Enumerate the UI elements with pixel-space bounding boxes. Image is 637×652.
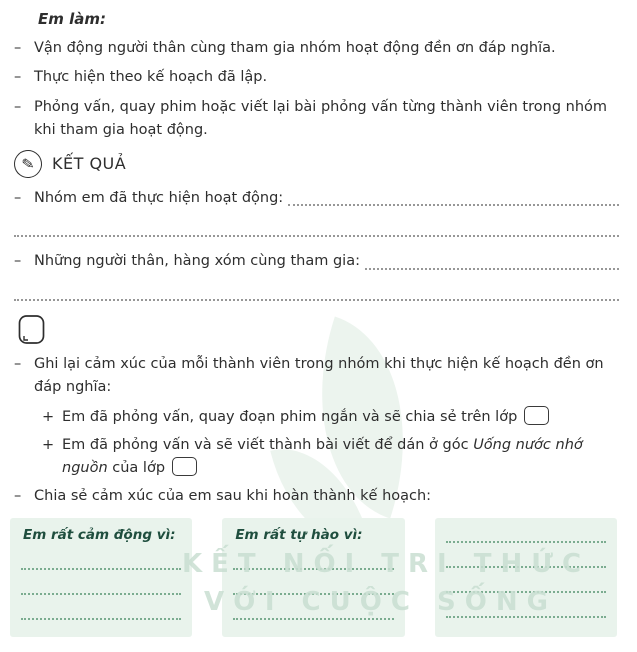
answer-line[interactable]: [14, 210, 619, 237]
task-text: Phỏng vấn, quay phim hoặc viết lại bài phỏng vấn từng thành viên trong nhóm khi tham gia hoạt động.: [34, 98, 608, 139]
option-item-2: [42, 434, 619, 480]
plus-bullet: +: [42, 408, 55, 425]
answer-line[interactable]: [446, 568, 606, 593]
answer-line[interactable]: [446, 543, 606, 568]
option-suffix: của lớp: [107, 460, 166, 477]
checkbox[interactable]: [524, 406, 549, 425]
feeling-box-1: [10, 518, 192, 637]
feeling-box-2: [222, 518, 404, 637]
notes-intro: Ghi lại cảm xúc của mỗi thành viên trong nhóm khi thực hiện kế hoạch đền ơn đáp nghĩa:: [34, 355, 604, 396]
dash-bullet: –: [14, 488, 22, 505]
option-italic: Uống nước nhớ nguồn: [62, 437, 583, 477]
notes-intro-item: [14, 353, 619, 400]
share-prompt: Chia sẻ cảm xúc của em sau khi hoàn thành kế hoạch:: [34, 488, 432, 505]
pencil-icon: ✎: [12, 148, 44, 180]
ketqua-heading: KẾT QUẢ: [52, 154, 127, 174]
result-field-1: [14, 187, 619, 210]
answer-line[interactable]: [233, 570, 393, 595]
feeling-box-title: Em rất tự hào vì:: [235, 526, 363, 543]
dash-bullet: –: [14, 253, 22, 270]
share-prompt-item: [14, 485, 619, 508]
field-label: Nhóm em đã thực hiện hoạt động:: [34, 189, 284, 206]
answer-line[interactable]: [21, 570, 181, 595]
option-text: [62, 406, 619, 429]
note-icon-row: [18, 314, 619, 346]
answer-line[interactable]: [288, 187, 619, 206]
dash-bullet: –: [14, 40, 22, 56]
section-title-em-lam: Em làm:: [38, 10, 106, 28]
dash-bullet: –: [14, 69, 22, 86]
option-prefix: Em đã phỏng vấn, quay đoạn phim ngắn và sẽ chia sẻ trên lớp: [62, 408, 518, 425]
answer-line[interactable]: [21, 545, 181, 570]
dash-bullet: –: [14, 355, 22, 372]
option-prefix: Em đã phỏng vấn và sẽ viết thành bài viết để dán ở góc: [62, 437, 474, 454]
task-item-1: [14, 37, 619, 60]
plus-bullet: +: [42, 437, 55, 454]
feeling-box-3: [435, 518, 617, 637]
dash-bullet: –: [14, 98, 22, 115]
feeling-box-title: Em rất cảm động vì:: [23, 526, 176, 543]
ketqua-header: [14, 150, 619, 178]
answer-line[interactable]: [446, 526, 606, 543]
answer-line[interactable]: [14, 274, 619, 301]
answer-line[interactable]: [233, 595, 393, 620]
answer-line[interactable]: [446, 593, 606, 618]
task-item-2: [14, 66, 619, 89]
task-text: Thực hiện theo kế hoạch đã lập.: [34, 69, 268, 86]
option-text: [62, 434, 619, 480]
feeling-boxes: [10, 518, 617, 637]
field-label: Những người thân, hàng xóm cùng tham gia:: [34, 253, 360, 270]
dash-bullet: –: [14, 189, 22, 206]
option-item-1: [42, 406, 619, 429]
answer-line[interactable]: [233, 545, 393, 570]
note-icon: [18, 314, 45, 345]
watermark-text: VỚI CUỘC SỐNG: [204, 587, 557, 617]
result-field-2: [14, 250, 619, 273]
checkbox[interactable]: [172, 457, 197, 476]
watermark-text: KẾT NỐI TRI THỨC: [182, 549, 591, 579]
task-text: Vận động người thân cùng tham gia nhóm hoạt động đền ơn đáp nghĩa.: [34, 40, 556, 56]
answer-line[interactable]: [365, 250, 619, 269]
task-item-3: [14, 96, 619, 143]
answer-line[interactable]: [21, 595, 181, 620]
